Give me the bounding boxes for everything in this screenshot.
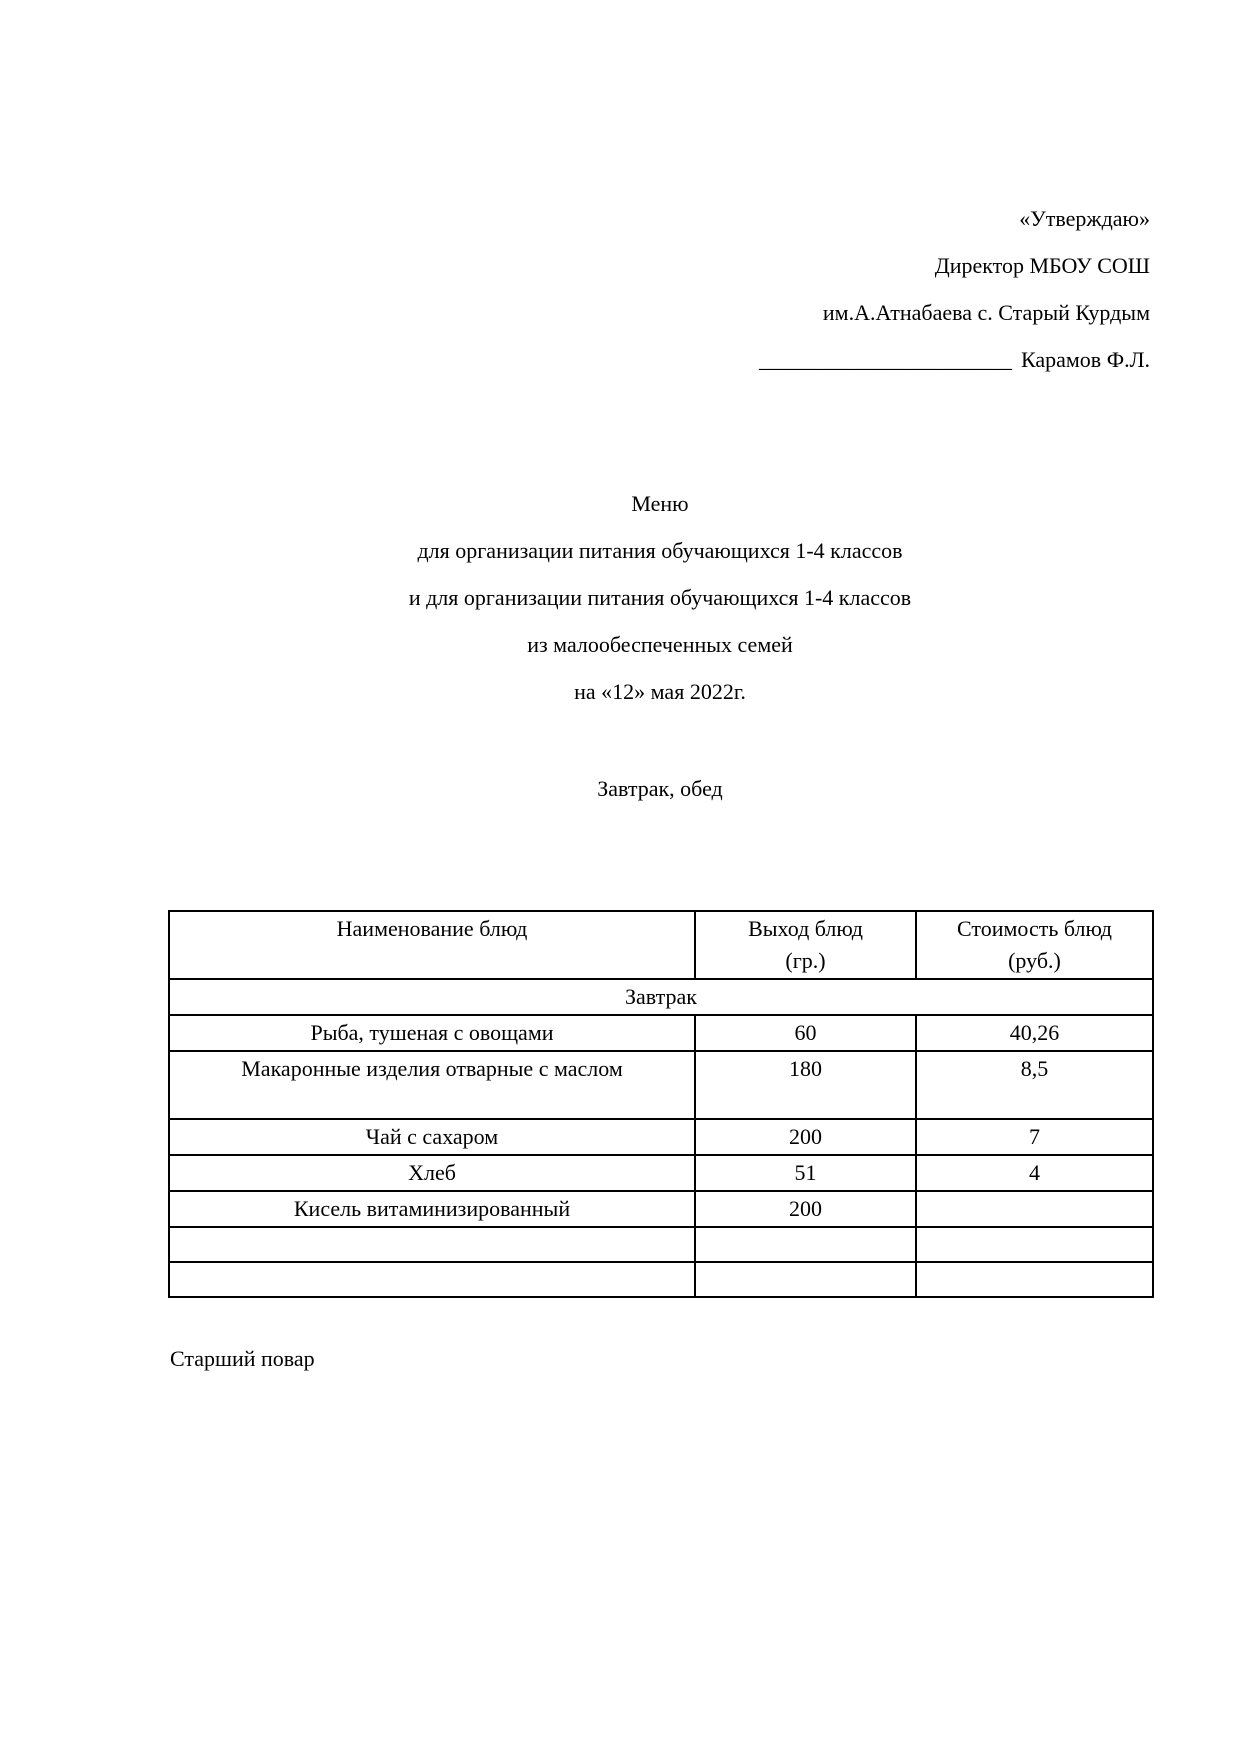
title-line-3: и для организации питания обучающихся 1-4 классов [408,585,912,610]
table-row [169,1155,1153,1191]
approval-line-school: им.А.Атнабаева с. Старый Курдым [822,300,1150,325]
output-cell [695,1262,916,1297]
output-cell: 60 [695,1015,916,1051]
signatory-name: Карамов Ф.Л. [1020,347,1150,372]
output-cell: 200 [695,1191,916,1227]
column-header-output: Выход блюд (гр.) [695,911,916,979]
cost-cell [916,1262,1153,1297]
table-row [169,1191,1153,1227]
table-row [169,1051,1153,1119]
document-title: Меню [631,491,689,516]
dish-name-cell: Кисель витаминизированный [169,1191,695,1227]
column-header-cost: Стоимость блюд (руб.) [916,911,1153,979]
table-header-row [169,911,1153,979]
dish-name-cell [169,1262,695,1297]
title-line-4: из малообеспеченных семей [527,632,793,657]
title-line-2: для организации питания обучающихся 1-4 классов [417,538,903,563]
column-header-dish-name: Наименование блюд [169,911,695,979]
group-row-breakfast [169,979,1153,1015]
output-cell: 180 [695,1051,916,1119]
dish-name-cell: Макаронные изделия отварные с маслом [169,1051,695,1119]
table-row [169,1119,1153,1155]
title-line-date: на «12» мая 2022г. [574,679,746,704]
dish-name-cell [169,1227,695,1262]
senior-cook-label: Старший повар [170,1346,315,1371]
table-row-empty [169,1262,1153,1297]
dish-name-cell: Чай с сахаром [169,1119,695,1155]
approval-block [759,195,1150,383]
title-block [168,480,1152,715]
output-cell: 51 [695,1155,916,1191]
section-title: Завтрак, обед [597,776,723,801]
table-row [169,1015,1153,1051]
cost-cell: 40,26 [916,1015,1153,1051]
cost-cell [916,1191,1153,1227]
cost-cell: 4 [916,1155,1153,1191]
cost-cell: 8,5 [916,1051,1153,1119]
menu-table [168,910,1154,1298]
group-row-label: Завтрак [169,979,1153,1015]
dish-name-cell: Рыба, тушеная с овощами [169,1015,695,1051]
cost-cell [916,1227,1153,1262]
signature-underline: _______________________ [758,347,1012,372]
output-cell [695,1227,916,1262]
signature-line [759,336,1150,383]
approval-line-approve: «Утверждаю» [1019,206,1150,231]
cost-cell: 7 [916,1119,1153,1155]
output-cell: 200 [695,1119,916,1155]
table-row-empty [169,1227,1153,1262]
approval-line-director: Директор МБОУ СОШ [934,253,1150,278]
dish-name-cell: Хлеб [169,1155,695,1191]
